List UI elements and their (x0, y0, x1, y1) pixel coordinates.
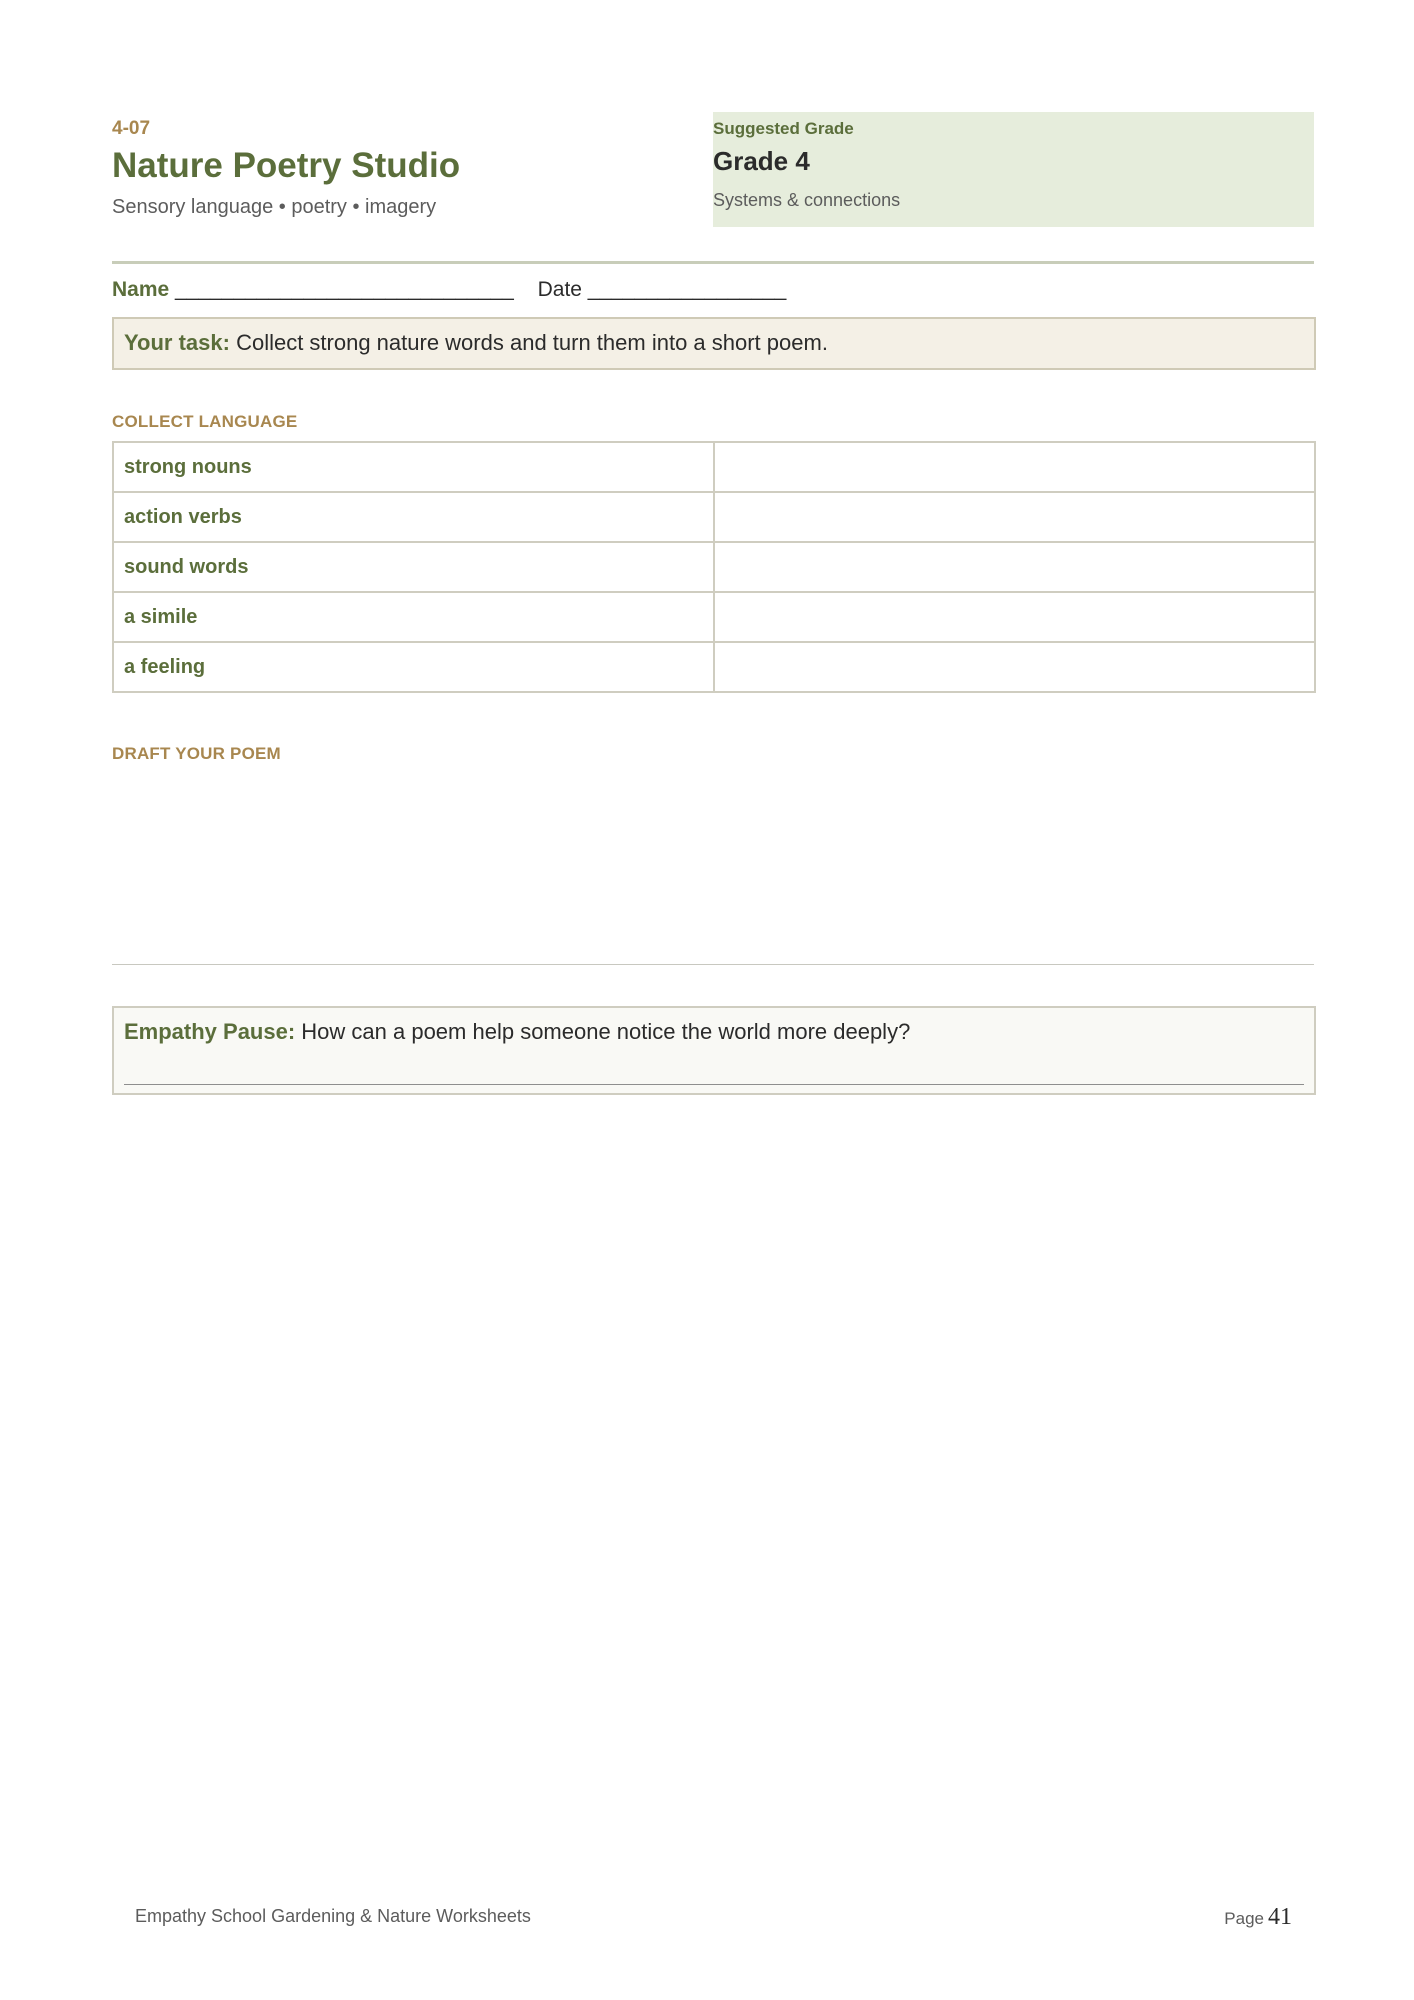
collect-language-heading: COLLECT LANGUAGE (112, 412, 298, 431)
task-label: Your task: (124, 330, 230, 355)
table-row (113, 542, 1315, 592)
draft-poem-heading: DRAFT YOUR POEM (112, 744, 281, 763)
name-field[interactable]: _____________________________ (175, 278, 514, 301)
date-field[interactable]: _________________ (587, 278, 787, 301)
page-number (1224, 1904, 1292, 1931)
task-box (112, 317, 1316, 370)
row-label: action verbs (113, 492, 714, 542)
row-label: a simile (113, 592, 714, 642)
poem-writing-line (112, 964, 1314, 965)
row-label: strong nouns (113, 442, 714, 492)
name-label: Name (112, 278, 170, 301)
row-label: sound words (113, 542, 714, 592)
grade-label: Suggested Grade (713, 119, 854, 138)
task-description: Collect strong nature words and turn them into a short poem. (229, 330, 828, 355)
name-date-row (112, 278, 786, 302)
table-row (113, 592, 1315, 642)
language-table (112, 441, 1316, 693)
header-divider (112, 261, 1314, 264)
empathy-pause-box (112, 1006, 1316, 1095)
empathy-answer-line[interactable] (124, 1084, 1304, 1085)
task-text (124, 330, 828, 356)
empathy-label: Empathy Pause: (124, 1019, 296, 1044)
row-answer-cell[interactable] (714, 492, 1315, 542)
page-number-value: 41 (1268, 1904, 1292, 1930)
row-answer-cell[interactable] (714, 642, 1315, 692)
grade-subtitle: Systems & connections (713, 190, 901, 210)
worksheet-code: 4-07 (112, 118, 151, 139)
page-title: Nature Poetry Studio (112, 146, 461, 185)
table-row (113, 442, 1315, 492)
page-label: Page (1224, 1909, 1264, 1928)
empathy-prompt (124, 1019, 910, 1045)
empathy-question: How can a poem help someone notice the world more deeply? (295, 1019, 911, 1044)
footer-publisher: Empathy School Gardening & Nature Worksheets (135, 1906, 531, 1926)
date-label: Date (537, 278, 582, 301)
row-label: a feeling (113, 642, 714, 692)
row-answer-cell[interactable] (714, 592, 1315, 642)
row-answer-cell[interactable] (714, 542, 1315, 592)
table-row (113, 642, 1315, 692)
poem-draft-area[interactable] (112, 775, 1314, 960)
page-subtitle: Sensory language • poetry • imagery (112, 196, 437, 218)
row-answer-cell[interactable] (714, 442, 1315, 492)
grade-value: Grade 4 (713, 146, 810, 176)
table-row (113, 492, 1315, 542)
